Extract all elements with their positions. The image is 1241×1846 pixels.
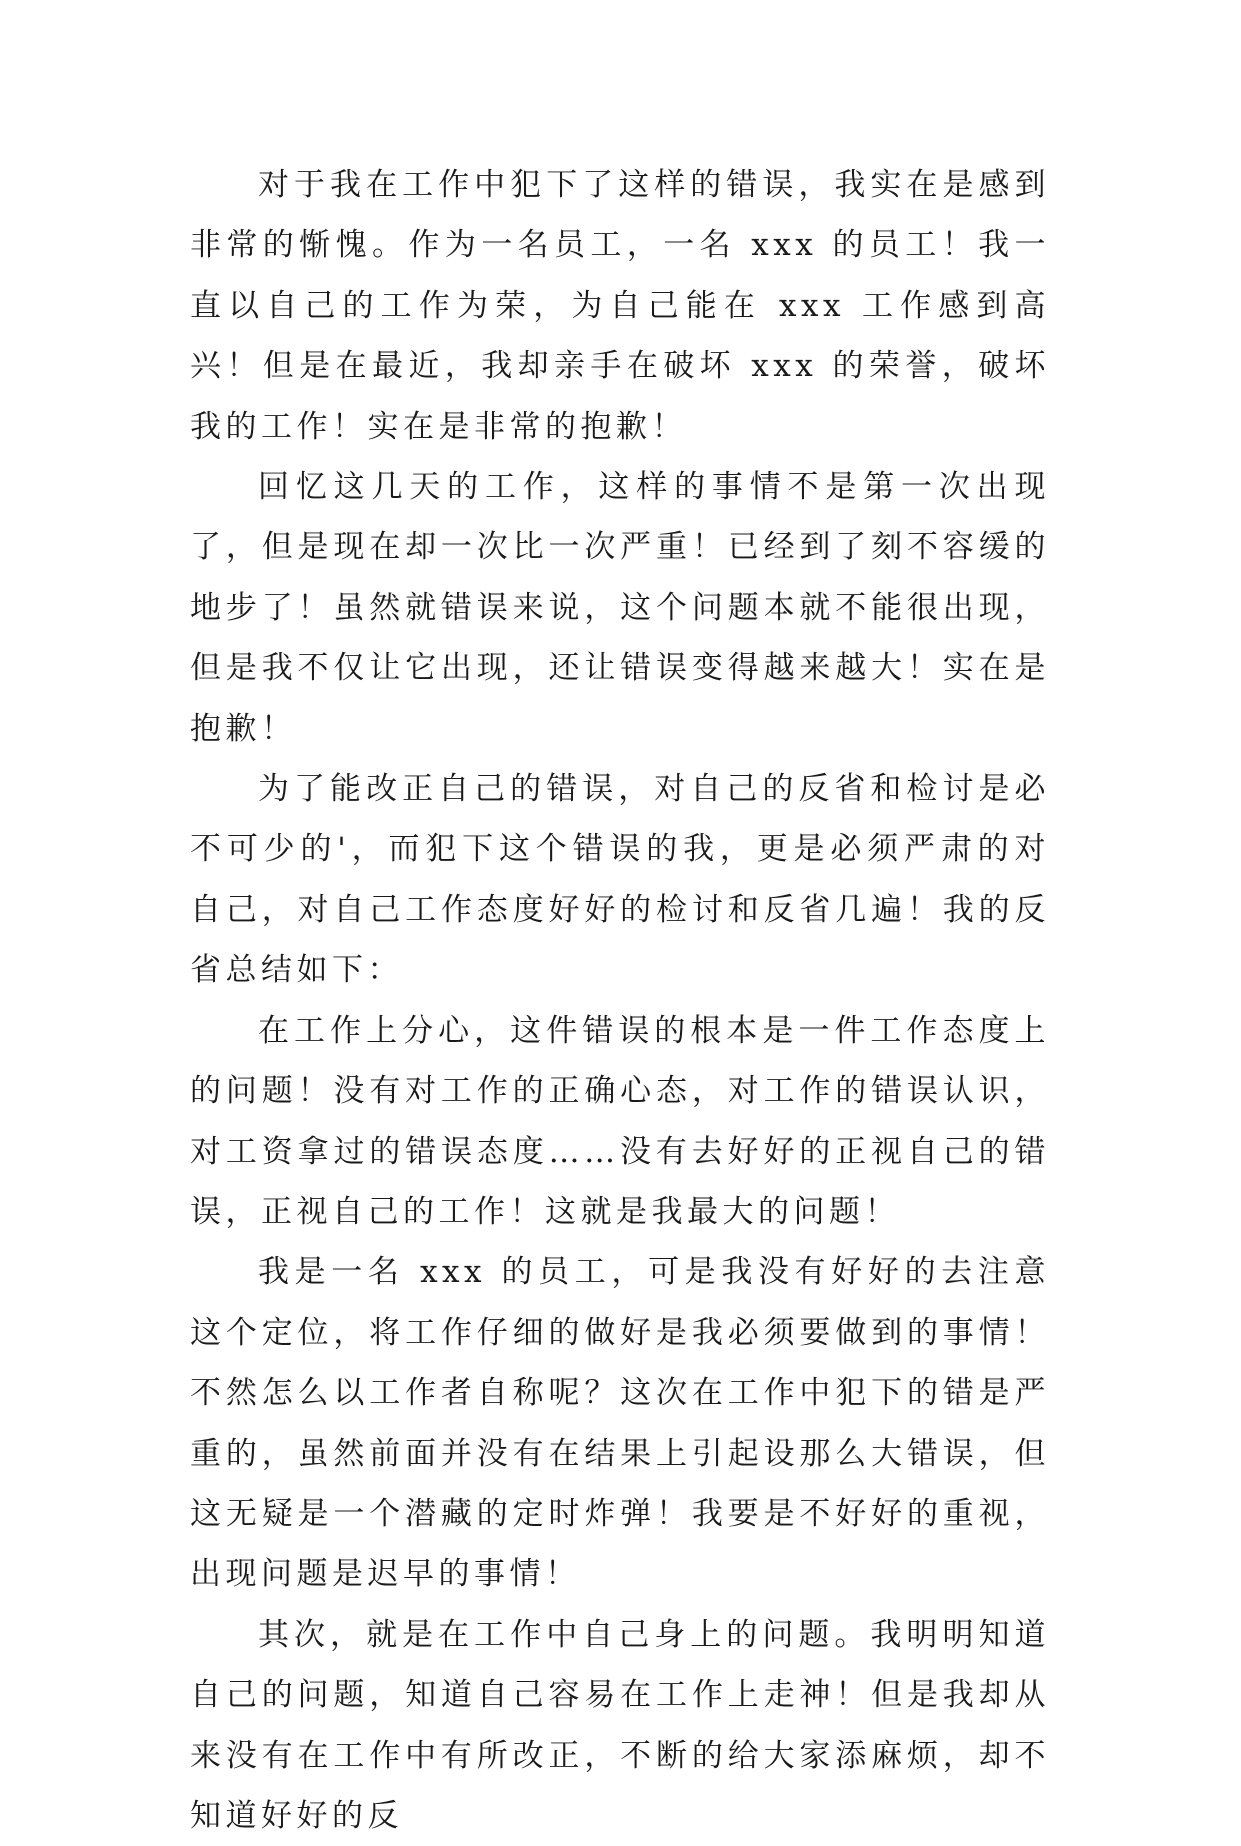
paragraph-3: 为了能改正自己的错误，对自己的反省和检讨是必不可少的'，而犯下这个错误的我，更是必须严肃的对自己，对自己工作态度好好的检讨和反省几遍！我的反省总结如下：: [190, 771, 1050, 989]
paragraph-4: 在工作上分心，这件错误的根本是一件工作态度上的问题！没有对工作的正确心态，对工作的错误认识，对工资拿过的错误态度……没有去好好的正视自己的错误，正视自己的工作！这就是我最大的问题！: [190, 1012, 1050, 1230]
document-body: [190, 155, 1050, 1846]
paragraph-5: 我是一名 xxx 的员工，可是我没有好好的去注意这个定位，将工作仔细的做好是我必须要做到的事情！不然怎么以工作者自称呢？这次在工作中犯下的错是严重的，虽然前面并没有在结果上引起设那么大错误，但这无疑是一个潜藏的定时炸弹！我要是不好好的重视，出现问题是迟早的事情！: [190, 1254, 1050, 1593]
paragraph-6: 其次，就是在工作中自己身上的问题。我明明知道自己的问题，知道自己容易在工作上走神！但是我却从来没有在工作中有所改正，不断的给大家添麻烦，却不知道好好的反: [190, 1616, 1050, 1834]
paragraph-1: 对于我在工作中犯下了这样的错误，我实在是感到非常的惭愧。作为一名员工，一名 xxx 的员工！我一直以自己的工作为荣，为自己能在 xxx 工作感到高兴！但是在最近，我却亲手在破坏 xxx 的荣誉，破坏我的工作！实在是非常的抱歉！: [190, 167, 1050, 445]
paragraph-2: 回忆这几天的工作，这样的事情不是第一次出现了，但是现在却一次比一次严重！已经到了刻不容缓的地步了！虽然就错误来说，这个问题本就不能很出现，但是我不仅让它出现，还让错误变得越来越大！实在是抱歉！: [190, 469, 1050, 747]
